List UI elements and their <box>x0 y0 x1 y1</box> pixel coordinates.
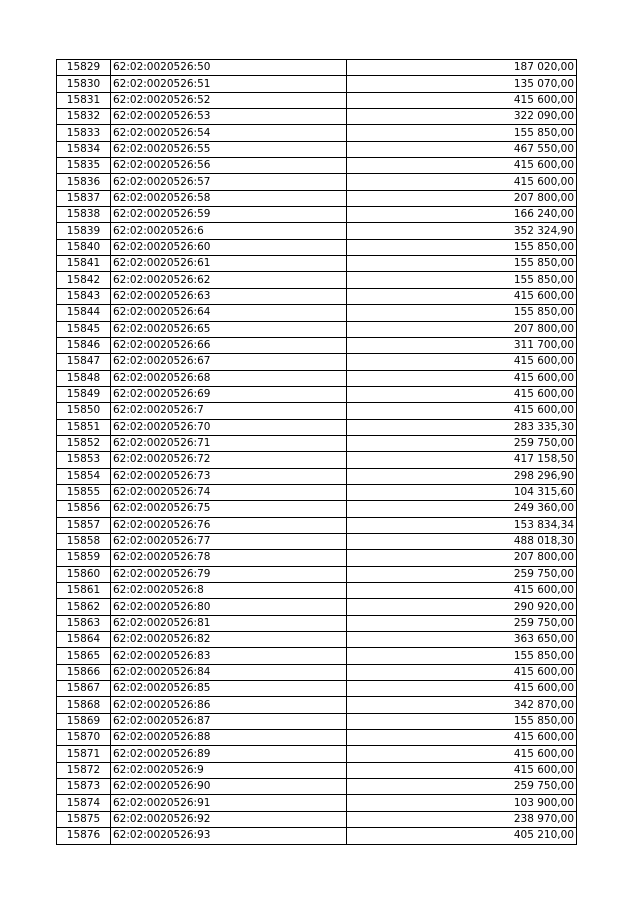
row-number-cell: 15829 <box>57 60 111 76</box>
cadastral-value-cell: 166 240,00 <box>347 207 577 223</box>
cadastral-value-cell: 103 900,00 <box>347 795 577 811</box>
row-number-cell: 15875 <box>57 811 111 827</box>
cadastral-value-cell: 311 700,00 <box>347 337 577 353</box>
row-number-cell: 15863 <box>57 615 111 631</box>
cadastral-value-cell: 155 850,00 <box>347 713 577 729</box>
table-row <box>57 174 577 190</box>
row-number-cell: 15859 <box>57 550 111 566</box>
cadastral-value-cell: 259 750,00 <box>347 615 577 631</box>
row-number-cell: 15846 <box>57 337 111 353</box>
cadastral-value-cell: 207 800,00 <box>347 190 577 206</box>
cadastral-value-cell: 415 600,00 <box>347 288 577 304</box>
row-number-cell: 15850 <box>57 403 111 419</box>
cadastral-value-cell: 415 600,00 <box>347 92 577 108</box>
cadastral-value-cell: 187 020,00 <box>347 60 577 76</box>
table-row <box>57 370 577 386</box>
table-row <box>57 125 577 141</box>
row-number-cell: 15855 <box>57 484 111 500</box>
cadastral-number-cell: 62:02:0020526:64 <box>111 305 347 321</box>
cadastral-value-cell: 238 970,00 <box>347 811 577 827</box>
table-row <box>57 583 577 599</box>
cadastral-number-cell: 62:02:0020526:68 <box>111 370 347 386</box>
cadastral-value-cell: 249 360,00 <box>347 501 577 517</box>
row-number-cell: 15832 <box>57 109 111 125</box>
row-number-cell: 15869 <box>57 713 111 729</box>
cadastral-number-cell: 62:02:0020526:66 <box>111 337 347 353</box>
row-number-cell: 15843 <box>57 288 111 304</box>
cadastral-number-cell: 62:02:0020526:59 <box>111 207 347 223</box>
cadastral-number-cell: 62:02:0020526:61 <box>111 256 347 272</box>
table-row <box>57 501 577 517</box>
cadastral-value-cell: 322 090,00 <box>347 109 577 125</box>
cadastral-number-cell: 62:02:0020526:87 <box>111 713 347 729</box>
row-number-cell: 15836 <box>57 174 111 190</box>
row-number-cell: 15830 <box>57 76 111 92</box>
row-number-cell: 15876 <box>57 828 111 844</box>
cadastral-value-cell: 415 600,00 <box>347 762 577 778</box>
table-row <box>57 468 577 484</box>
row-number-cell: 15858 <box>57 533 111 549</box>
table-row <box>57 779 577 795</box>
cadastral-number-cell: 62:02:0020526:77 <box>111 533 347 549</box>
row-number-cell: 15839 <box>57 223 111 239</box>
cadastral-value-cell: 155 850,00 <box>347 648 577 664</box>
cadastral-value-cell: 415 600,00 <box>347 681 577 697</box>
cadastral-number-cell: 62:02:0020526:58 <box>111 190 347 206</box>
cadastral-number-cell: 62:02:0020526:57 <box>111 174 347 190</box>
table-row <box>57 60 577 76</box>
table-row <box>57 92 577 108</box>
table-row <box>57 550 577 566</box>
cadastral-number-cell: 62:02:0020526:52 <box>111 92 347 108</box>
cadastral-number-cell: 62:02:0020526:54 <box>111 125 347 141</box>
row-number-cell: 15860 <box>57 566 111 582</box>
cadastral-number-cell: 62:02:0020526:60 <box>111 239 347 255</box>
row-number-cell: 15862 <box>57 599 111 615</box>
row-number-cell: 15837 <box>57 190 111 206</box>
row-number-cell: 15856 <box>57 501 111 517</box>
row-number-cell: 15842 <box>57 272 111 288</box>
cadastral-value-cell: 415 600,00 <box>347 403 577 419</box>
cadastral-value-cell: 415 600,00 <box>347 730 577 746</box>
cadastral-value-cell: 467 550,00 <box>347 141 577 157</box>
cadastral-number-cell: 62:02:0020526:83 <box>111 648 347 664</box>
cadastral-value-cell: 155 850,00 <box>347 305 577 321</box>
cadastral-value-cell: 259 750,00 <box>347 435 577 451</box>
row-number-cell: 15857 <box>57 517 111 533</box>
row-number-cell: 15848 <box>57 370 111 386</box>
table-row <box>57 517 577 533</box>
cadastral-value-cell: 415 600,00 <box>347 370 577 386</box>
row-number-cell: 15853 <box>57 452 111 468</box>
table-row <box>57 795 577 811</box>
table-row <box>57 223 577 239</box>
cadastral-value-cell: 153 834,34 <box>347 517 577 533</box>
row-number-cell: 15831 <box>57 92 111 108</box>
table-row <box>57 239 577 255</box>
table-row <box>57 141 577 157</box>
table-row <box>57 256 577 272</box>
table-row <box>57 484 577 500</box>
cadastral-number-cell: 62:02:0020526:75 <box>111 501 347 517</box>
row-number-cell: 15867 <box>57 681 111 697</box>
row-number-cell: 15838 <box>57 207 111 223</box>
cadastral-value-cell: 155 850,00 <box>347 256 577 272</box>
cadastral-number-cell: 62:02:0020526:84 <box>111 664 347 680</box>
cadastral-number-cell: 62:02:0020526:53 <box>111 109 347 125</box>
cadastral-value-cell: 135 070,00 <box>347 76 577 92</box>
cadastral-value-cell: 415 600,00 <box>347 354 577 370</box>
cadastral-value-cell: 290 920,00 <box>347 599 577 615</box>
cadastral-number-cell: 62:02:0020526:76 <box>111 517 347 533</box>
cadastral-value-cell: 363 650,00 <box>347 632 577 648</box>
row-number-cell: 15845 <box>57 321 111 337</box>
cadastral-value-cell: 405 210,00 <box>347 828 577 844</box>
cadastral-value-cell: 415 600,00 <box>347 664 577 680</box>
table-row <box>57 632 577 648</box>
cadastral-number-cell: 62:02:0020526:86 <box>111 697 347 713</box>
cadastral-value-cell: 298 296,90 <box>347 468 577 484</box>
cadastral-value-cell: 283 335,30 <box>347 419 577 435</box>
row-number-cell: 15871 <box>57 746 111 762</box>
cadastral-number-cell: 62:02:0020526:78 <box>111 550 347 566</box>
table-row <box>57 207 577 223</box>
table-row <box>57 190 577 206</box>
cadastral-number-cell: 62:02:0020526:62 <box>111 272 347 288</box>
row-number-cell: 15851 <box>57 419 111 435</box>
cadastral-value-cell: 415 600,00 <box>347 386 577 402</box>
table-row <box>57 615 577 631</box>
cadastral-number-cell: 62:02:0020526:72 <box>111 452 347 468</box>
row-number-cell: 15868 <box>57 697 111 713</box>
cadastral-number-cell: 62:02:0020526:80 <box>111 599 347 615</box>
cadastral-number-cell: 62:02:0020526:50 <box>111 60 347 76</box>
cadastral-value-cell: 417 158,50 <box>347 452 577 468</box>
cadastral-value-cell: 207 800,00 <box>347 321 577 337</box>
cadastral-number-cell: 62:02:0020526:91 <box>111 795 347 811</box>
row-number-cell: 15872 <box>57 762 111 778</box>
cadastral-number-cell: 62:02:0020526:88 <box>111 730 347 746</box>
cadastral-number-cell: 62:02:0020526:82 <box>111 632 347 648</box>
row-number-cell: 15841 <box>57 256 111 272</box>
cadastral-value-cell: 415 600,00 <box>347 746 577 762</box>
table-row <box>57 681 577 697</box>
row-number-cell: 15874 <box>57 795 111 811</box>
cadastral-number-cell: 62:02:0020526:89 <box>111 746 347 762</box>
table-row <box>57 566 577 582</box>
table-row <box>57 730 577 746</box>
cadastral-value-cell: 207 800,00 <box>347 550 577 566</box>
table-row <box>57 337 577 353</box>
cadastral-number-cell: 62:02:0020526:55 <box>111 141 347 157</box>
table-row <box>57 321 577 337</box>
table-row <box>57 697 577 713</box>
cadastral-number-cell: 62:02:0020526:9 <box>111 762 347 778</box>
table-row <box>57 386 577 402</box>
row-number-cell: 15854 <box>57 468 111 484</box>
table-row <box>57 158 577 174</box>
cadastral-value-cell: 415 600,00 <box>347 174 577 190</box>
cadastral-value-cell: 352 324,90 <box>347 223 577 239</box>
cadastral-number-cell: 62:02:0020526:51 <box>111 76 347 92</box>
row-number-cell: 15835 <box>57 158 111 174</box>
cadastral-number-cell: 62:02:0020526:70 <box>111 419 347 435</box>
table-row <box>57 354 577 370</box>
row-number-cell: 15849 <box>57 386 111 402</box>
table-body <box>57 60 577 845</box>
cadastral-number-cell: 62:02:0020526:56 <box>111 158 347 174</box>
cadastral-number-cell: 62:02:0020526:7 <box>111 403 347 419</box>
cadastral-number-cell: 62:02:0020526:6 <box>111 223 347 239</box>
table-row <box>57 435 577 451</box>
cadastral-value-cell: 488 018,30 <box>347 533 577 549</box>
row-number-cell: 15844 <box>57 305 111 321</box>
cadastral-number-cell: 62:02:0020526:69 <box>111 386 347 402</box>
cadastral-number-cell: 62:02:0020526:71 <box>111 435 347 451</box>
table-row <box>57 272 577 288</box>
cadastral-value-cell: 415 600,00 <box>347 583 577 599</box>
row-number-cell: 15873 <box>57 779 111 795</box>
cadastral-number-cell: 62:02:0020526:81 <box>111 615 347 631</box>
cadastral-value-cell: 155 850,00 <box>347 239 577 255</box>
cadastral-number-cell: 62:02:0020526:90 <box>111 779 347 795</box>
cadastral-value-cell: 259 750,00 <box>347 779 577 795</box>
table-row <box>57 109 577 125</box>
cadastral-value-cell: 104 315,60 <box>347 484 577 500</box>
table-row <box>57 403 577 419</box>
table-row <box>57 648 577 664</box>
row-number-cell: 15833 <box>57 125 111 141</box>
cadastral-value-table <box>56 59 577 845</box>
table-row <box>57 811 577 827</box>
table-row <box>57 419 577 435</box>
table-row <box>57 76 577 92</box>
cadastral-value-cell: 155 850,00 <box>347 272 577 288</box>
cadastral-number-cell: 62:02:0020526:65 <box>111 321 347 337</box>
cadastral-value-cell: 342 870,00 <box>347 697 577 713</box>
row-number-cell: 15866 <box>57 664 111 680</box>
table-row <box>57 828 577 844</box>
table-row <box>57 452 577 468</box>
cadastral-number-cell: 62:02:0020526:85 <box>111 681 347 697</box>
row-number-cell: 15847 <box>57 354 111 370</box>
table-row <box>57 746 577 762</box>
table-row <box>57 762 577 778</box>
table-row <box>57 305 577 321</box>
row-number-cell: 15870 <box>57 730 111 746</box>
cadastral-value-cell: 415 600,00 <box>347 158 577 174</box>
table-row <box>57 664 577 680</box>
cadastral-number-cell: 62:02:0020526:93 <box>111 828 347 844</box>
cadastral-number-cell: 62:02:0020526:73 <box>111 468 347 484</box>
cadastral-number-cell: 62:02:0020526:74 <box>111 484 347 500</box>
cadastral-number-cell: 62:02:0020526:67 <box>111 354 347 370</box>
row-number-cell: 15861 <box>57 583 111 599</box>
row-number-cell: 15865 <box>57 648 111 664</box>
row-number-cell: 15852 <box>57 435 111 451</box>
row-number-cell: 15864 <box>57 632 111 648</box>
cadastral-number-cell: 62:02:0020526:8 <box>111 583 347 599</box>
cadastral-number-cell: 62:02:0020526:63 <box>111 288 347 304</box>
table-row <box>57 599 577 615</box>
table-row <box>57 713 577 729</box>
table-row <box>57 288 577 304</box>
cadastral-number-cell: 62:02:0020526:92 <box>111 811 347 827</box>
cadastral-value-cell: 259 750,00 <box>347 566 577 582</box>
row-number-cell: 15840 <box>57 239 111 255</box>
cadastral-number-cell: 62:02:0020526:79 <box>111 566 347 582</box>
cadastral-value-cell: 155 850,00 <box>347 125 577 141</box>
table-row <box>57 533 577 549</box>
row-number-cell: 15834 <box>57 141 111 157</box>
